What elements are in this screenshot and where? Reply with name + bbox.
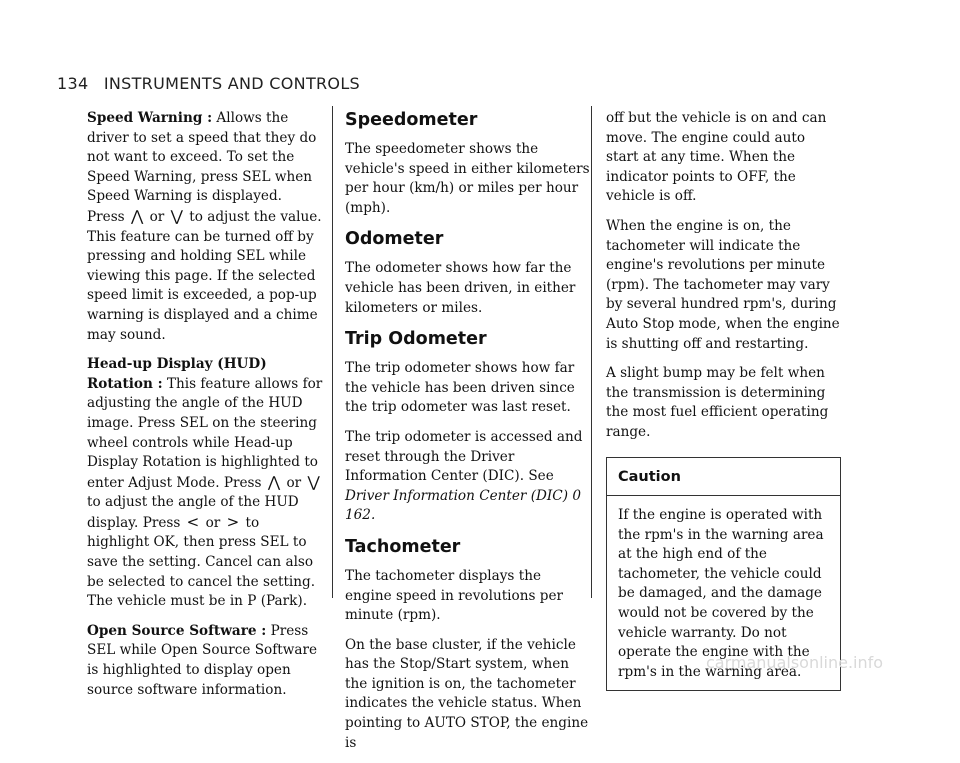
trip-odometer-heading: Trip Odometer (345, 329, 487, 350)
up-arrow-icon: ⋀ (130, 206, 144, 225)
caution-title: Caution (607, 468, 840, 497)
down-arrow-icon: ⋁ (170, 206, 183, 225)
column-1 (87, 109, 323, 710)
left-arrow-icon: < (186, 512, 200, 531)
open-source-paragraph: Open Source Software : Press SEL while Open Source Software is highlighted to display open source software information. (87, 622, 318, 698)
tachometer-heading: Tachometer (345, 536, 461, 557)
watermark: carmanualsonline.info (706, 653, 884, 672)
column-divider (591, 106, 592, 598)
transmission-bump-text: A slight bump may be felt when the transmission is determining the most fuel efficient operating range. (606, 365, 829, 440)
page-number: 134 (57, 74, 89, 93)
hud-rotation-paragraph: Head-up Display (HUD) Rotation : This feature allows for adjusting the angle of the HUD image. Press SEL on the steering wheel controls while Head-up Display Rotation is highlighted to enter Adjust Mode. Press ⋀ or ⋁ to adjust the angle of the HUD display. Press < or > to highlight OK, then press SEL to save the setting. Cancel can also be selected to cancel the setting. The vehicle must be in P (Park). (87, 356, 323, 610)
column-2 (345, 109, 590, 763)
section-title: INSTRUMENTS AND CONTROLS (103, 74, 360, 93)
tachometer-stop-start-text: On the base cluster, if the vehicle has the Stop/Start system, when the ignition is on, the tachometer indicates the vehicle status. When pointing to AUTO STOP, the engine is (345, 636, 589, 751)
hud-rotation-label: Head-up Display (HUD) Rotation : (87, 356, 267, 392)
page-header (57, 74, 360, 93)
trip-odometer-reset-text: The trip odometer is accessed and reset through the Driver Information Center (DIC). See Driver Information Center (DIC) 0 162. (345, 428, 583, 524)
page-reference[interactable]: 0 162. (345, 487, 581, 524)
up-arrow-icon: ⋀ (267, 472, 281, 491)
speed-warning-label: Speed Warning : (87, 110, 213, 126)
right-arrow-icon: > (226, 512, 240, 531)
speedometer-heading: Speedometer (345, 110, 478, 130)
column-3 (606, 109, 841, 691)
tachometer-rpm-text: When the engine is on, the tachometer will indicate the engine's revolutions per minute (rpm). The tachometer may vary by several hundred rpm's, during Auto Stop mode, when the engine is shutting off and restarting. (606, 217, 840, 352)
column-divider (332, 106, 333, 598)
odometer-heading: Odometer (345, 229, 444, 250)
open-source-label: Open Source Software : (87, 622, 267, 639)
speedometer-text: The speedometer shows the vehicle's speed in either kilometers per hour (km/h) or miles per hour (mph). (345, 141, 590, 216)
down-arrow-icon: ⋁ (307, 472, 320, 491)
tachometer-continued-text: off but the vehicle is on and can move. The engine could auto start at any time. When the indicator points to OFF, the vehicle is off. (606, 110, 827, 205)
tachometer-text: The tachometer displays the engine speed in revolutions per minute (rpm). (345, 567, 563, 624)
odometer-text: The odometer shows how far the vehicle has been driven, in either kilometers or miles. (345, 260, 576, 316)
caution-text: If the engine is operated with the rpm's in the warning area at the high end of the tachometer, the vehicle could be damaged, and the damage would not be covered by the vehicle warranty. Do not operate the engine with the rpm's in the warning area. (618, 507, 824, 680)
trip-odometer-text: The trip odometer shows how far the vehicle has been driven since the trip odometer was last reset. (345, 360, 575, 416)
speed-warning-paragraph: Speed Warning : Allows the driver to set a speed that they do not want to exceed. To set the Speed Warning, press SEL when Speed Warning is displayed. Press ⋀ or ⋁ to adjust the value. This feature can be turned off by pressing and holding SEL while viewing this page. If the selected speed limit is exceeded, a pop-up warning is displayed and a chime may sound. (87, 110, 322, 343)
dic-cross-reference-link[interactable]: Driver Information Center (DIC) (345, 487, 568, 504)
